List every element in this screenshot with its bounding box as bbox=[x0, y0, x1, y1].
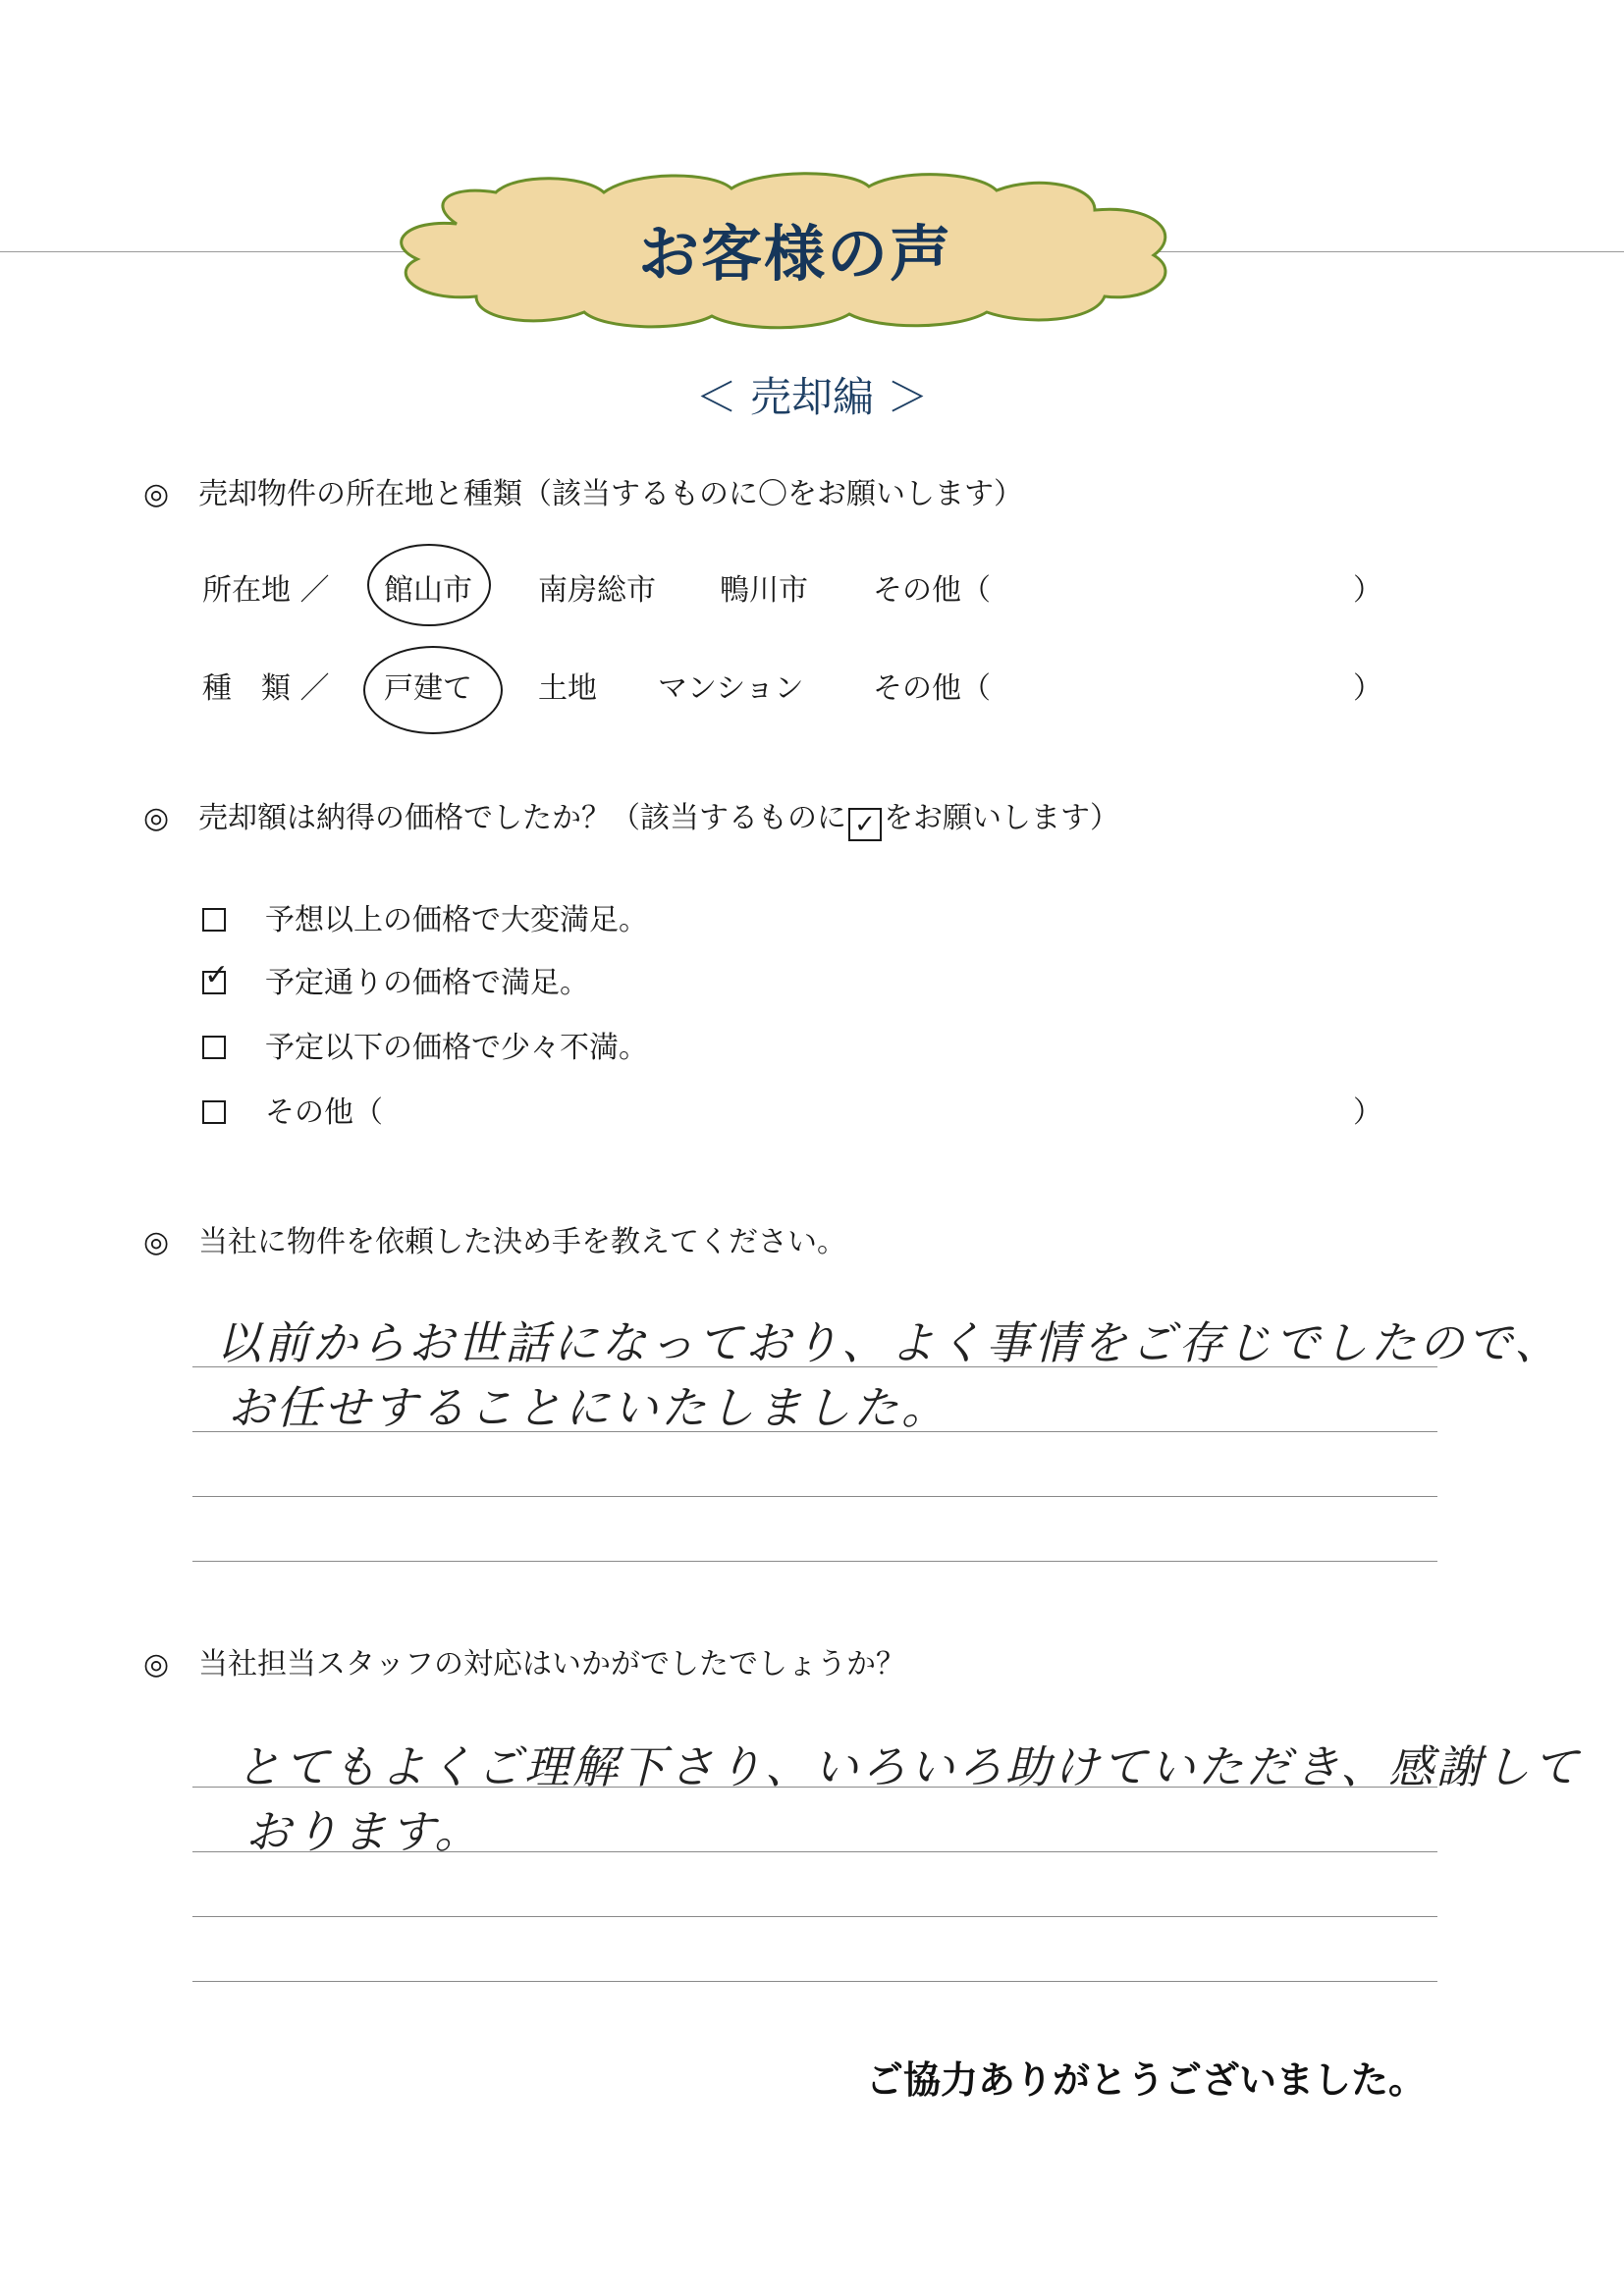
handwritten-answer-line: お任せすることにいたしました。 bbox=[228, 1381, 949, 1434]
satisfaction-option-2[interactable]: ✓ 予定通りの価格で満足。 bbox=[204, 958, 589, 1000]
title-cloud bbox=[388, 165, 1203, 332]
question-4: ◎ 当社担当スタッフの対応はいかがでしたでしょうか？ bbox=[143, 1647, 905, 1682]
checkbox[interactable] bbox=[202, 1100, 226, 1124]
answer-rule bbox=[192, 1431, 1437, 1432]
option-mansion[interactable]: マンション bbox=[658, 671, 804, 706]
double-circle-icon: ◎ bbox=[143, 801, 170, 835]
question-2: ◎ 売却額は納得の価格でしたか？（該当するものに ✓ をお願いします） bbox=[143, 801, 1119, 839]
answer-rule bbox=[192, 1496, 1437, 1497]
option-kamogawa[interactable]: 鴨川市 bbox=[720, 573, 808, 608]
answer-rule bbox=[192, 1366, 1437, 1367]
option-location-other[interactable]: その他（ bbox=[873, 573, 991, 608]
satisfaction-close-paren: ） bbox=[1353, 1095, 1382, 1130]
answer-rule bbox=[192, 1851, 1437, 1852]
location-label: 所在地 ／ bbox=[202, 573, 330, 608]
selection-circle bbox=[367, 544, 491, 626]
option-land[interactable]: 土地 bbox=[538, 671, 597, 706]
question-1: ◎ 売却物件の所在地と種類（該当するものに〇をお願いします） bbox=[143, 477, 1023, 511]
option-tateyama[interactable]: 館山市 bbox=[384, 573, 472, 608]
page-title: お客様の声 bbox=[637, 217, 952, 290]
checkbox[interactable] bbox=[202, 1036, 226, 1059]
double-circle-icon: ◎ bbox=[143, 1647, 170, 1682]
option-minamiboso[interactable]: 南房総市 bbox=[538, 573, 656, 608]
double-circle-icon: ◎ bbox=[143, 477, 170, 511]
question-3: ◎ 当社に物件を依頼した決め手を教えてください。 bbox=[143, 1225, 846, 1259]
satisfaction-option-other[interactable]: その他（ bbox=[202, 1088, 383, 1131]
satisfaction-option-3[interactable]: 予定以下の価格で少々不満。 bbox=[202, 1023, 648, 1066]
answer-rule bbox=[192, 1916, 1437, 1917]
satisfaction-option-1[interactable]: 予想以上の価格で大変満足。 bbox=[202, 895, 648, 938]
option-detached-house[interactable]: 戸建て bbox=[384, 671, 472, 706]
option-type-other[interactable]: その他（ bbox=[873, 671, 991, 706]
answer-rule bbox=[192, 1787, 1437, 1788]
answer-rule bbox=[192, 1561, 1437, 1562]
closing-thanks: ご協力ありがとうございました。 bbox=[866, 2058, 1427, 2102]
type-label: 種 類 ／ bbox=[202, 671, 330, 706]
checkbox-checked[interactable] bbox=[202, 958, 230, 994]
checkbox[interactable] bbox=[202, 908, 226, 932]
check-mark-icon: ✓ bbox=[848, 808, 882, 841]
selection-circle bbox=[363, 646, 503, 734]
type-close-paren: ） bbox=[1353, 671, 1382, 706]
check-mark-icon: ✓ bbox=[204, 958, 230, 992]
page-subtitle: ＜ 売却編 ＞ bbox=[695, 373, 929, 421]
answer-rule bbox=[192, 1981, 1437, 1982]
location-close-paren: ） bbox=[1353, 573, 1382, 608]
handwritten-answer-line: とてもよくご理解下さり、いろいろ助けていただき、感謝して bbox=[236, 1740, 1582, 1793]
double-circle-icon: ◎ bbox=[143, 1225, 170, 1259]
handwritten-answer-line: おります。 bbox=[245, 1805, 483, 1858]
handwritten-answer-line: 以前からお世話になっており、よく事情をご存じでしたので、 bbox=[216, 1316, 1563, 1369]
